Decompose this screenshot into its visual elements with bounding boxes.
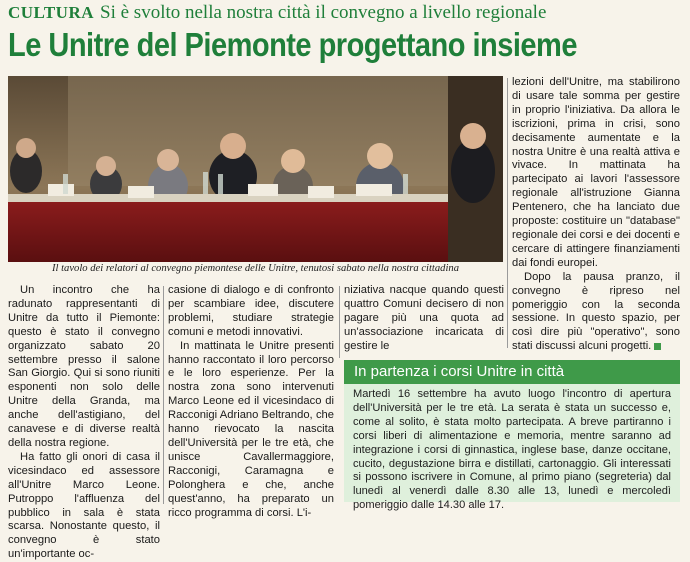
end-of-article-mark — [654, 343, 661, 350]
sidebar-box-title: In partenza i corsi Unitre in città — [344, 360, 680, 384]
article-column-3 — [344, 284, 504, 354]
paragraph — [512, 271, 680, 354]
paragraph-text: Dopo la pausa pranzo, il convegno è ripreso nel pomeriggio con la seconda sessione. In questo spazio, per così dire più "operativo", sono stati discussi alcuni progetti. — [512, 270, 680, 353]
paragraph: lezioni dell'Unitre, ma stabilirono di usare tale somma per gestire in proprio l'iniziativa. Da allora le iscrizioni, prima in crisi, sono decisamente aumentate e la nostra Unitre è una realtà attiva e vivace. In mattinata ha partecipato ai lavori l'assessore regionale all'istruzione Gianna Pentenero, che ha lanciato due proposte: costituire un "database" regionale dei corsi e dei docenti e cercare di attingere finanziamenti dai fondi europei. — [512, 76, 680, 269]
article-photo — [8, 76, 503, 262]
section-category: CULTURA — [8, 3, 95, 22]
paragraph: Un incontro che ha radunato rappresentanti di Unitre da tutto il Piemonte: questo è stato il convegno organizzato sabato 20 settembre presso il salone San Giorgio. Qui si sono riuniti esponenti non solo delle Unitre della Granda, ma anche dell'astigiano, del canavese e di diverse realtà della nostra regione. — [8, 284, 160, 449]
kicker — [8, 2, 546, 24]
paragraph: Ha fatto gli onori di casa il vicesindaco ed assessore all'Unitre Marco Leone. Putroppo l'affluenza del pubblico in sala è stata scarsa. Nonostante questo, il convegno è stato un'importante oc- — [8, 450, 160, 561]
headline: Le Unitre del Piemonte progettano insieme — [8, 26, 577, 63]
article-column-1 — [8, 284, 160, 562]
column-divider — [163, 286, 164, 504]
column-divider — [339, 286, 340, 358]
sidebar-box-text: Martedì 16 settembre ha avuto luogo l'incontro di apertura dell'Università per le tre età. La serata è stata un successo e, come al solito, è stata molto partecipata. A breve partiranno i corsi liberi di alimentazione e memoria, mentre saranno ad integrazione i corsi di ginnastica, inglese base, danze occitane, cucito, degustazione birra e distillati, cartonaggio. Gli interessati si possono iscrivere in Comune, al primo piano (segreteria) dal lunedì al venerdì dalle 8.30 alle 13, lunedì e mercoledì pomeriggio dalle 14.30 alle 17. — [353, 388, 671, 512]
photo-caption: Il tavolo dei relatori al convegno piemontese delle Unitre, tenutosi sabato nella nostra cittadina — [51, 263, 459, 274]
paragraph: In mattinata le Unitre presenti hanno raccontato il loro percorso e le loro esperienze. Per la nostra zona sono intervenuti Marco Leone ed il vicesindaco di Racconigi Adriano Beltrando, che hanno rievocato la nascita dell'Università per le tre età, che unisce Cavallermaggiore, Racconigi, Caramagna e Polonghera e che, anche quest'anno, ha preparato un ricco programma di corsi. L'i- — [168, 339, 334, 519]
article-column-2 — [168, 284, 334, 520]
sidebar-box-body — [344, 384, 680, 512]
column-divider — [507, 78, 508, 348]
article-column-4 — [512, 76, 680, 354]
paragraph: casione di dialogo e di confronto per scambiare idee, discutere problemi, studiare strategie comuni e metodi innovativi. — [168, 284, 334, 338]
kicker-subtitle: Si è svolto nella nostra città il convegno a livello regionale — [100, 2, 547, 23]
paragraph: niziativa nacque quando questi quattro Comuni decisero di non pagare più una quota ad un'associazione incaricata di gestire le — [344, 284, 504, 352]
conference-table-photo — [8, 76, 503, 262]
